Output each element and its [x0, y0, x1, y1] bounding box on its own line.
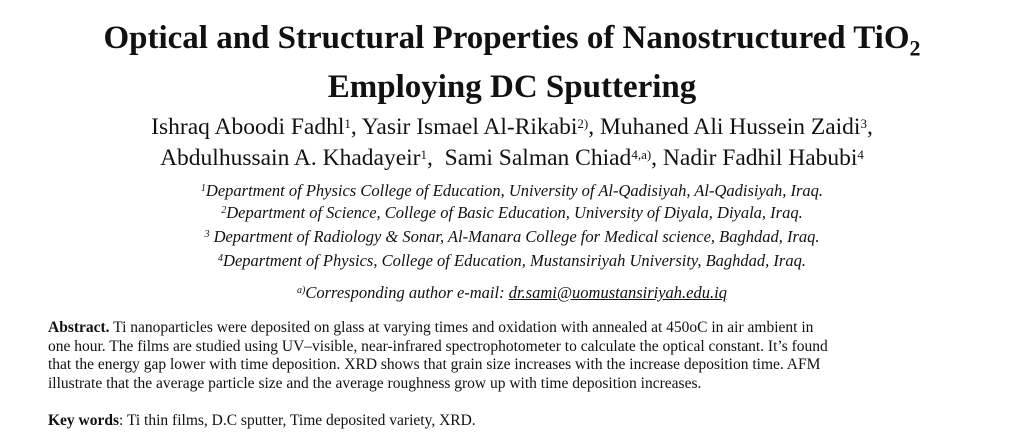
title-text: Optical and Structural Properties of Nanostructured TiO	[103, 20, 910, 56]
author-name: Ishraq Aboodi Fadhl	[151, 114, 345, 140]
abstract-line: one hour. The films are studied using UV–visible, near-infrared spectrophotometer to calculate the optical constant. It’s found	[48, 337, 828, 355]
affiliation-marker: 3	[204, 229, 210, 240]
affiliation-4	[0, 250, 1024, 272]
affiliation-text: Department of Physics, College of Education, Mustansiriyah University, Baghdad, Iraq.	[223, 251, 806, 270]
affiliation-2	[0, 202, 1024, 224]
paper-title-line-1	[0, 18, 1024, 69]
author-affil-marker: 4,a)	[631, 147, 652, 162]
author-name: Abdulhussain A. Khadayeir	[160, 145, 421, 171]
abstract-line: that the energy gap lower with time deposition. XRD shows that grain size increases with the increase deposition time. AFM	[48, 356, 821, 373]
keywords-label: Key words	[48, 412, 120, 429]
corresponding-marker: a)	[297, 285, 306, 296]
email-link[interactable]: dr.sami@uomustansiriyah.edu.iq	[508, 283, 727, 302]
author-affil-marker: 4	[857, 147, 864, 162]
affiliation-marker: 1	[200, 183, 206, 194]
author-name: Nadir Fadhil Habubi	[662, 145, 858, 171]
keywords	[48, 412, 476, 430]
paper-title-line-2: Employing DC Sputtering	[327, 69, 697, 105]
affiliation-text: Department of Physics College of Education, University of Al-Qadisiyah, Al-Qadisiyah, Iraq.	[205, 181, 824, 200]
abstract	[48, 319, 976, 393]
abstract-line	[48, 319, 976, 338]
affiliation-text: Department of Science, College of Basic Education, University of Diyala, Diyala, Iraq.	[226, 203, 803, 222]
author-line-2: Abdulhussain A. Khadayeir$^1$, Sami Salman Chiad$^{4,a)}$, Nadir Fadhil Habubi$^4$	[160, 145, 864, 171]
affiliation-3	[0, 226, 1024, 248]
title-subscript: 2	[909, 35, 921, 61]
author-affil-marker: 1	[344, 116, 351, 131]
abstract-label: Abstract.	[48, 319, 110, 336]
abstract-text: Ti nanoparticles were deposited on glass at varying times and oxidation with annealed at 450oC in air ambient in	[109, 319, 814, 336]
keywords-text: : Ti thin films, D.C sputter, Time deposited variety, XRD.	[119, 412, 476, 429]
author-name: Muhaned Ali Hussein Zaidi	[600, 114, 861, 140]
author-affil-marker: 2)	[577, 116, 589, 131]
corresponding-author	[0, 282, 1024, 304]
author-name: Yasir Ismael Al-Rikabi	[361, 114, 578, 140]
affiliation-marker: 2	[221, 205, 227, 216]
affiliation-marker: 4	[218, 253, 224, 264]
author-name: Sami Salman Chiad	[444, 145, 632, 171]
corresponding-label: Corresponding author e-mail:	[305, 283, 509, 302]
author-affil-marker: 3	[860, 116, 867, 131]
affiliation-1	[0, 180, 1024, 202]
affiliation-text: Department of Radiology & Sonar, Al-Manara College for Medical science, Baghdad, Iraq.	[209, 227, 820, 246]
author-line-1: Ishraq Aboodi Fadhl$^1$, Yasir Ismael Al-Rikabi$^{2)}$, Muhaned Ali Hussein Zaidi$^3$,	[151, 114, 873, 140]
abstract-line: illustrate that the average particle size and the average roughness grow up with time deposition increases.	[48, 374, 702, 392]
author-affil-marker: 1	[420, 147, 427, 162]
